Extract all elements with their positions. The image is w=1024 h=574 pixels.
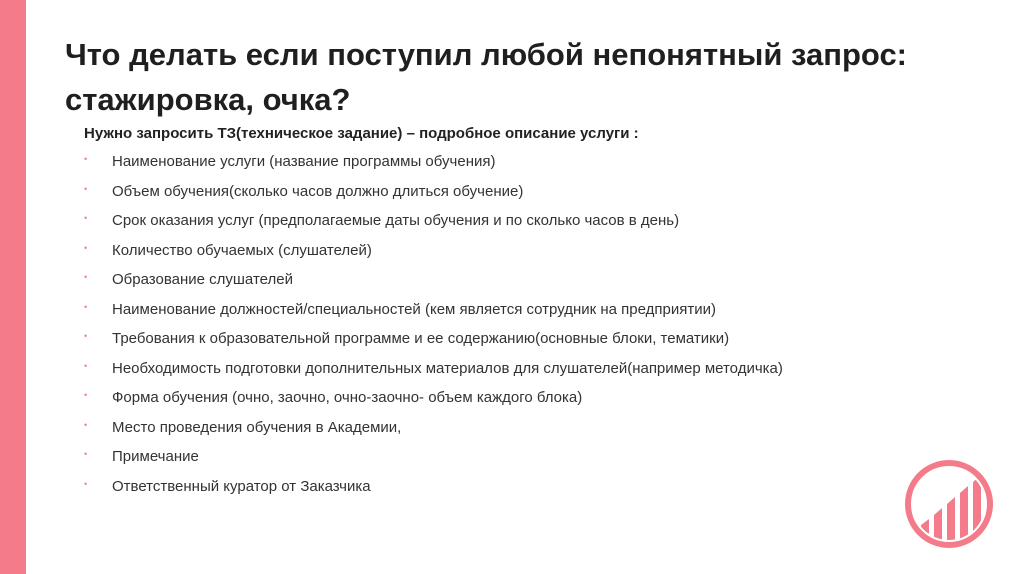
list-item-text: Примечание <box>112 448 199 465</box>
list-item-text: Требования к образовательной программе и ее содержанию(основные блоки, тематики) <box>112 330 730 347</box>
left-accent-bar <box>0 0 26 574</box>
list-item <box>84 180 783 210</box>
bullet-icon: • <box>84 183 88 194</box>
growth-chart-logo-icon <box>904 459 994 549</box>
logo-bar <box>947 497 955 549</box>
list-item-text: Ответственный куратор от Заказчика <box>112 477 371 495</box>
list-item-text: Образование слушателей <box>112 271 293 288</box>
list-item <box>84 209 783 239</box>
list-item <box>84 327 783 357</box>
bullet-icon: • <box>84 419 88 430</box>
list-item <box>84 150 783 180</box>
list-item-text: Объем обучения(сколько часов должно длиться обучение) <box>112 182 524 200</box>
bullet-icon: • <box>84 154 88 164</box>
list-item-text: Наименование должностей/специальностей (кем является сотрудник на предприятии) <box>112 300 716 318</box>
bullet-icon: • <box>84 478 88 489</box>
requirements-list <box>84 150 783 504</box>
list-item <box>84 475 783 505</box>
list-item-text: Место проведения обучения в Академии, <box>112 418 402 436</box>
bullet-icon: • <box>84 272 88 282</box>
list-item-text: Наименование услуги (название программы обучения) <box>112 153 496 170</box>
bullet-icon: • <box>84 213 88 223</box>
bullet-icon: • <box>84 301 88 312</box>
bullet-icon: • <box>84 360 88 371</box>
list-item <box>84 268 783 298</box>
bullet-icon: • <box>84 242 88 253</box>
list-item-text: Необходимость подготовки дополнительных материалов для слушателей(например методичка) <box>112 359 783 377</box>
list-item <box>84 416 783 446</box>
list-item <box>84 239 783 269</box>
list-item <box>84 386 783 416</box>
list-item <box>84 445 783 475</box>
list-item <box>84 357 783 387</box>
slide-title: Что делать если поступил любой непонятный запрос: стажировка, очка? <box>65 37 908 117</box>
bullet-icon: • <box>84 449 88 459</box>
list-item-text: Количество обучаемых (слушателей) <box>112 241 372 259</box>
slide-subtitle: Нужно запросить ТЗ(техническое задание) – подробное описание услуги : <box>84 125 639 142</box>
bullet-icon: • <box>84 331 88 341</box>
list-item-text: Срок оказания услуг (предполагаемые даты обучения и по сколько часов в день) <box>112 212 680 229</box>
list-item-text: Форма обучения (очно, заочно, очно-заочно- объем каждого блока) <box>112 389 583 406</box>
list-item <box>84 298 783 328</box>
bullet-icon: • <box>84 390 88 400</box>
